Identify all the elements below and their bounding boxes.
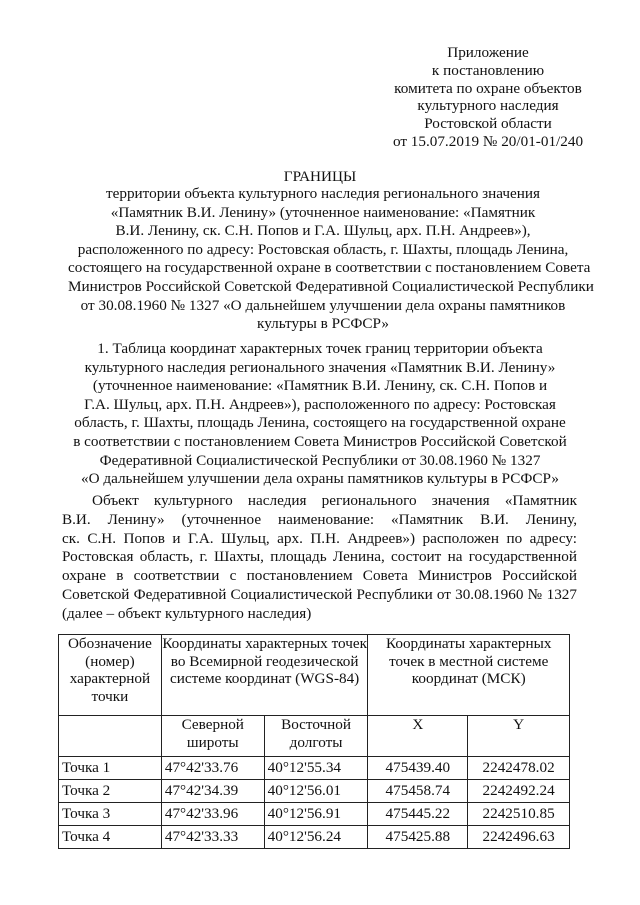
paragraph-line: В.И. Ленину» (уточненное наименование: «Памятник В.И. Ленину, <box>62 510 577 528</box>
point-east: 40°12'55.34 <box>264 757 368 780</box>
section-heading-line: Федеративной Социалистической Республики от 30.08.1960 № 1327 <box>99 451 541 469</box>
subtitle-line: состоящего на государственной охране в соответствии с постановлением Совета <box>68 259 591 277</box>
section-heading-line: «О дальнейшем улучшении дела охраны памятников культуры в РСФСР» <box>81 470 559 488</box>
header-point: Обозначение (номер) характерной точки <box>59 635 162 716</box>
point-x: 475439.40 <box>368 757 468 780</box>
subtitle-line: Министров Российской Советской Федеративной Социалистической Республики <box>68 277 594 295</box>
table-row <box>59 757 570 780</box>
section-heading-line: (уточненное наименование: «Памятник В.И. Ленину, ск. С.Н. Попов и <box>92 377 548 395</box>
appendix-line: Ростовской области <box>424 115 552 133</box>
paragraph-line: (далее – объект культурного наследия) <box>62 604 312 622</box>
section-heading-line: культурного наследия регионального значения «Памятник В.И. Ленину» <box>84 358 556 376</box>
point-x: 475458.74 <box>368 780 468 803</box>
point-north: 47°42'33.76 <box>161 757 264 780</box>
appendix-line: комитета по охране объектов <box>394 79 582 97</box>
subheader-x: X <box>368 716 468 757</box>
document-title: ГРАНИЦЫ <box>283 168 357 185</box>
subheader-y: Y <box>468 716 570 757</box>
appendix-header <box>372 44 604 151</box>
point-name: Точка 1 <box>59 757 162 780</box>
subtitle-line: от 30.08.1960 № 1327 «О дальнейшем улучшении дела охраны памятников <box>80 296 566 314</box>
subtitle-line: В.И. Ленину, ск. С.Н. Попов и Г.А. Шульц, арх. П.Н. Андреев»), <box>115 222 531 240</box>
point-east: 40°12'56.91 <box>264 803 368 826</box>
point-y: 2242510.85 <box>468 803 570 826</box>
coordinates-table <box>58 634 570 849</box>
point-north: 47°42'33.96 <box>161 803 264 826</box>
header-msk: Координаты характерных точек в местной системе координат (МСК) <box>368 635 570 716</box>
subtitle-line: культуры в РСФСР» <box>257 315 389 333</box>
subtitle-line: территории объекта культурного наследия регионального значения <box>105 185 541 202</box>
section-heading-line: в соответствии с постановлением Совета Министров Российской Советской <box>73 432 567 450</box>
subheader-east: Восточной долготы <box>264 716 368 757</box>
document-subtitle <box>68 185 594 334</box>
section-heading-line: область, г. Шахты, площадь Ленина, состоящего на государственной охране <box>74 414 566 432</box>
table-row <box>59 780 570 803</box>
point-x: 475425.88 <box>368 826 468 849</box>
subheader-north: Северной широты <box>161 716 264 757</box>
subtitle-line: расположенного по адресу: Ростовская область, г. Шахты, площадь Ленина, <box>77 240 569 258</box>
section-heading-line: Г.А. Шульц, арх. П.Н. Андреев»), расположенного по адресу: Ростовская <box>84 395 556 413</box>
point-north: 47°42'33.33 <box>161 826 264 849</box>
point-east: 40°12'56.01 <box>264 780 368 803</box>
table-subheader-row <box>59 716 570 757</box>
point-name: Точка 2 <box>59 780 162 803</box>
table-header-row <box>59 635 570 716</box>
point-east: 40°12'56.24 <box>264 826 368 849</box>
table-row <box>59 826 570 849</box>
paragraph-line: Советской Федеративной Социалистической Республики от 30.08.1960 № 1327 <box>62 585 577 603</box>
point-y: 2242478.02 <box>468 757 570 780</box>
point-name: Точка 3 <box>59 803 162 826</box>
paragraph-line: ск. С.Н. Попов и Г.А. Шульц, арх. П.Н. Андреев») расположен по адресу: <box>62 529 577 547</box>
paragraph-line: охране в соответствии с постановлением Совета Министров Российской <box>62 567 577 585</box>
point-x: 475445.22 <box>368 803 468 826</box>
point-name: Точка 4 <box>59 826 162 849</box>
body-paragraph <box>62 492 577 624</box>
section-heading-line: 1. Таблица координат характерных точек границ территории объекта <box>97 340 543 357</box>
header-wgs: Координаты характерных точек во Всемирной геодезической системе координат (WGS-84) <box>161 635 368 716</box>
appendix-line: Приложение <box>447 44 529 61</box>
appendix-line: культурного наследия <box>417 97 559 115</box>
appendix-date-line: от 15.07.2019 № 20/01-01/240 <box>392 132 584 150</box>
table-row <box>59 803 570 826</box>
point-north: 47°42'34.39 <box>161 780 264 803</box>
subheader-empty <box>59 716 162 757</box>
paragraph-line: Ростовская область, г. Шахты, площадь Ленина, состоит на государственной <box>62 548 577 566</box>
point-y: 2242496.63 <box>468 826 570 849</box>
paragraph-line: Объект культурного наследия регионального значения «Памятник <box>92 492 577 509</box>
appendix-line: к постановлению <box>431 61 545 79</box>
point-y: 2242492.24 <box>468 780 570 803</box>
section-heading <box>62 340 578 489</box>
subtitle-line: «Памятник В.И. Ленину» (уточненное наименование: «Памятник <box>110 203 536 221</box>
